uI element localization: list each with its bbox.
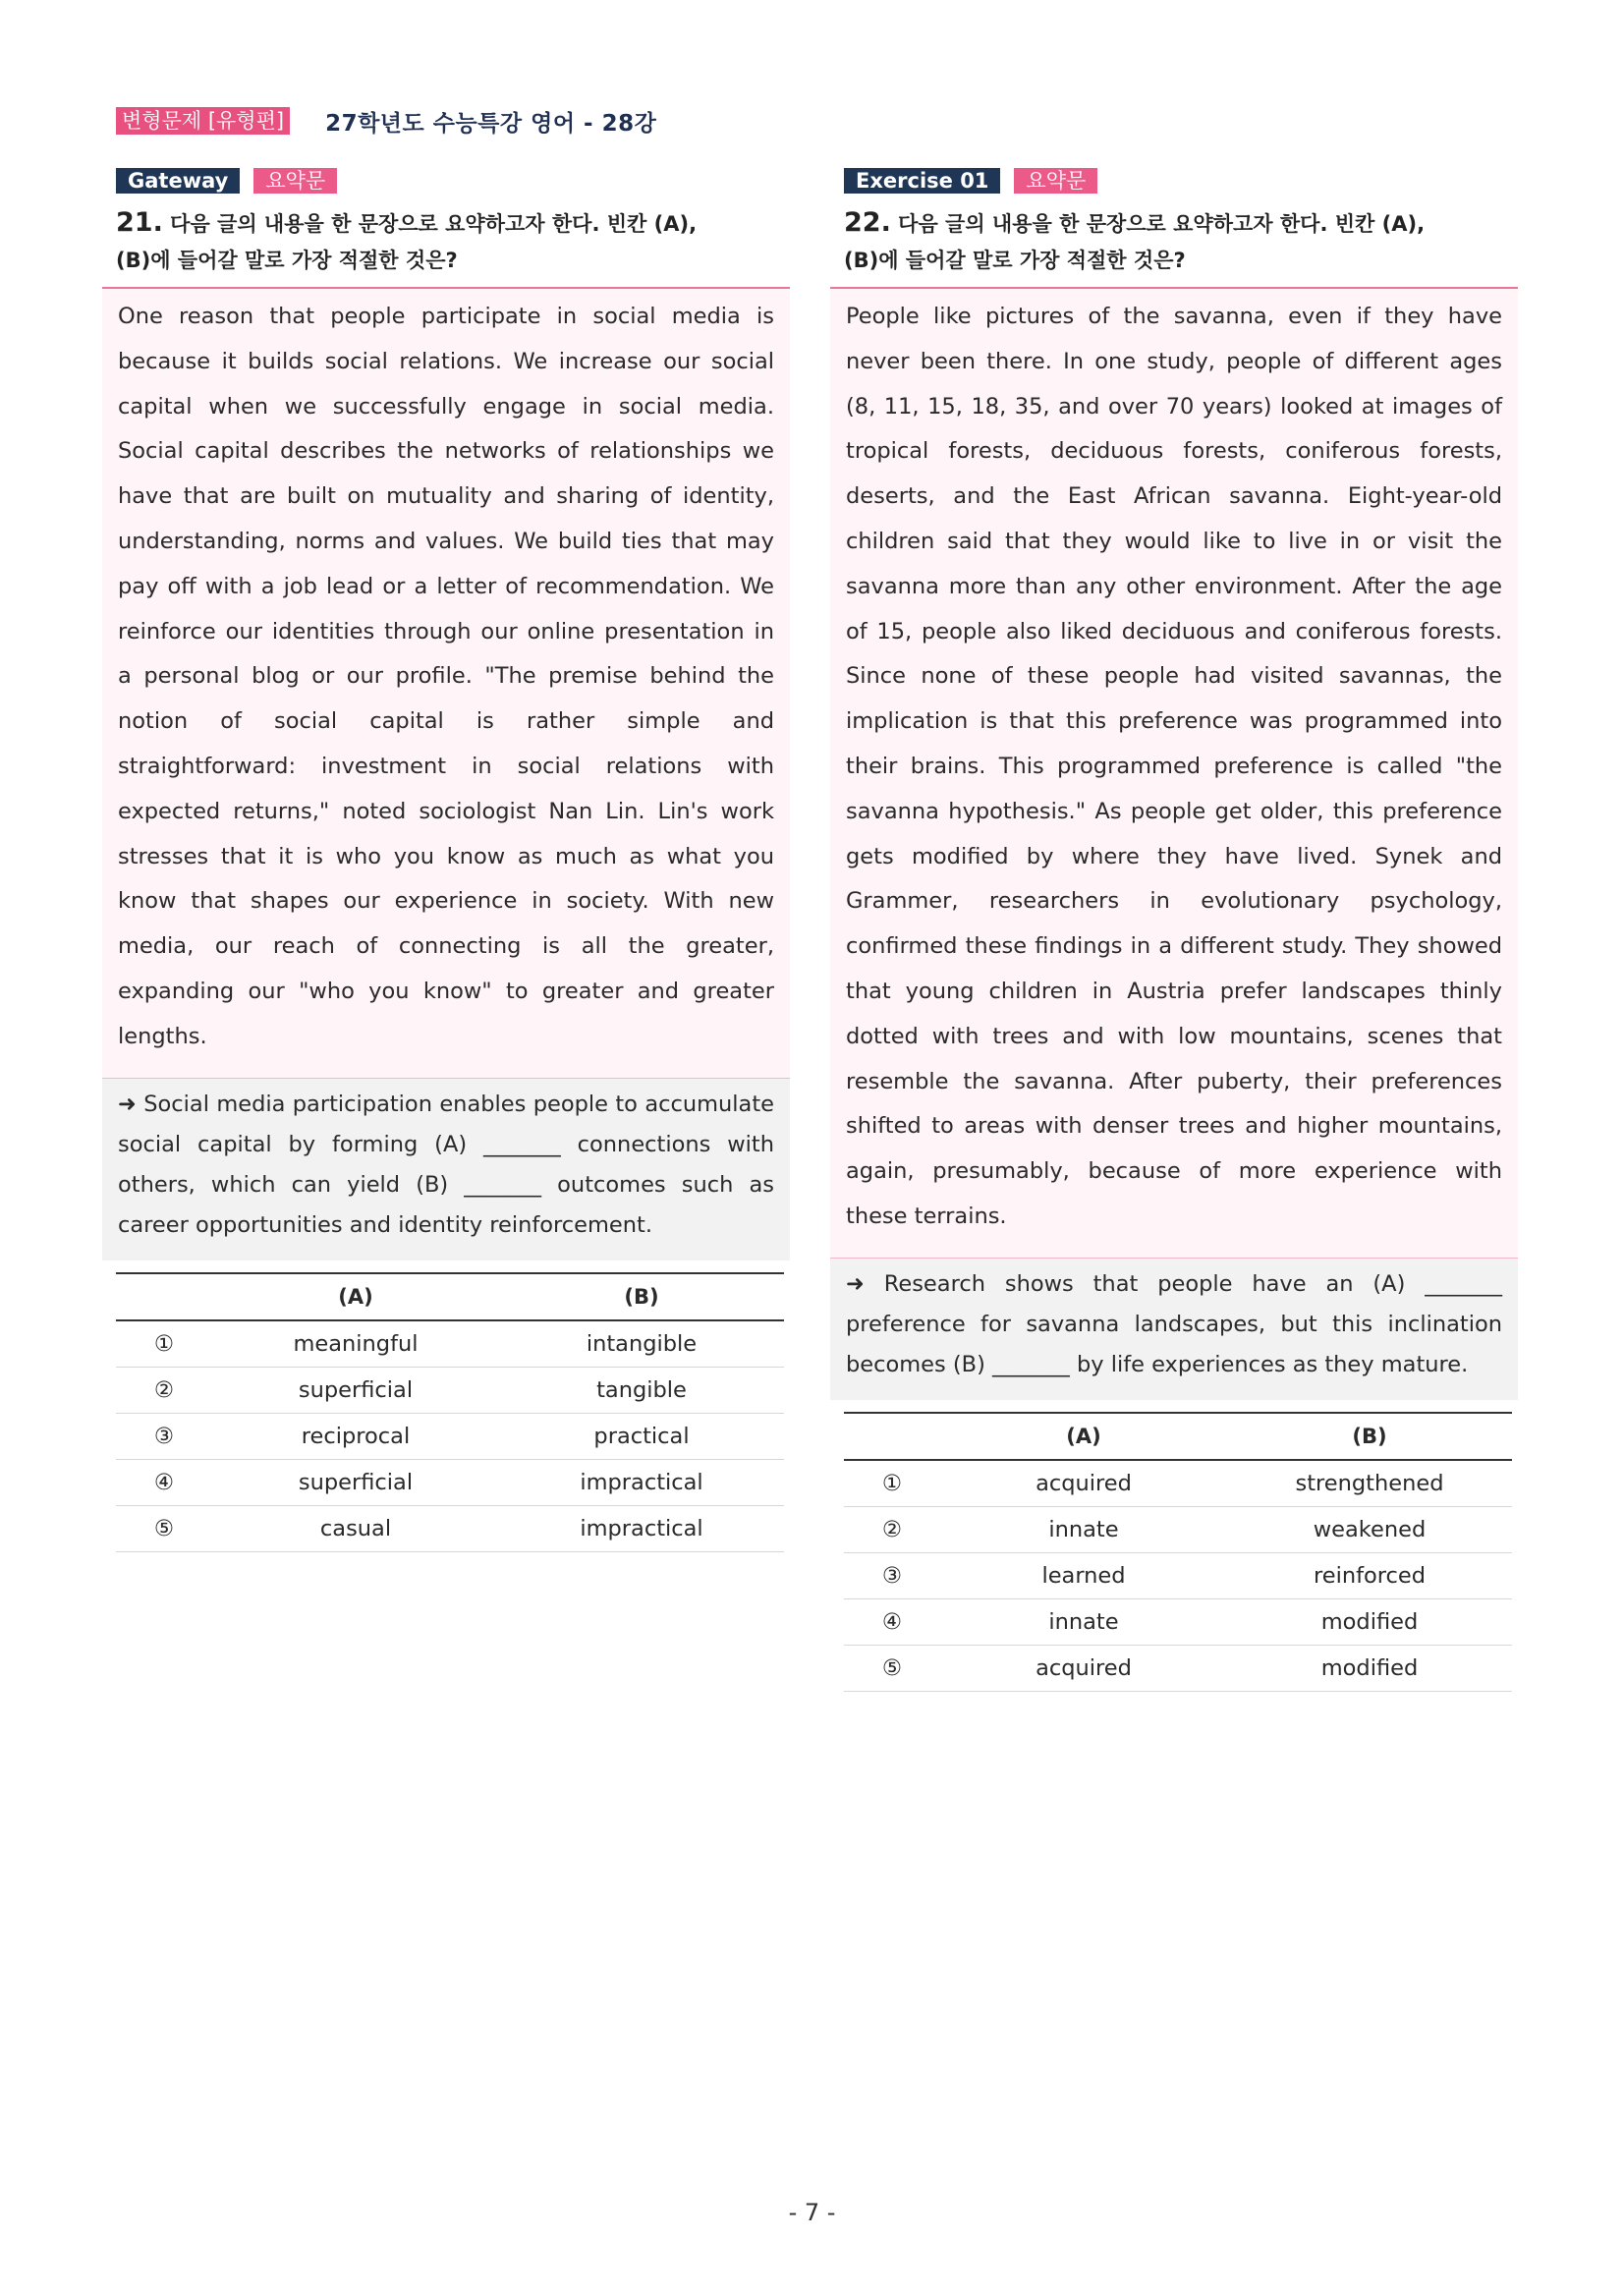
question-22-column — [830, 167, 1518, 1692]
page-number: - 7 - — [788, 2199, 836, 2226]
category-tag: 변형문제 [유형편] — [116, 107, 290, 135]
option-a: acquired — [940, 1645, 1227, 1691]
option-number: ⑤ — [844, 1645, 940, 1691]
table-header-b: (B) — [499, 1273, 784, 1320]
answer-option-row[interactable] — [844, 1645, 1512, 1691]
option-a: superficial — [212, 1459, 499, 1505]
option-a: learned — [940, 1552, 1227, 1598]
section-badges — [102, 167, 790, 195]
reading-passage: People like pictures of the savanna, even if they have never been there. In one study, people of different ages (8, 11, 15, 18, 35, and over 70 years) looked at images of tropical forests, deciduous forests, coniferous forests, deserts, and the East African savanna. Eight-year-old children said that they would like to live in or visit the savanna more than any other environment. After the age of 15, people also liked deciduous and coniferous forests. Since none of these people had visited savannas, the implication is that this preference was programmed into their brains. This programmed preference is called "the savanna hypothesis." As people get older, this preference gets modified by where they have lived. Synek and Grammer, researchers in evolutionary psychology, confirmed these findings in a different study. They showed that young children in Austria prefer landscapes thinly dotted with trees and with low mountains, scenes that resemble the savanna. After puberty, their preferences shifted to areas with denser trees and higher mountains, again, presumably, because of more experience with these terrains. — [830, 287, 1518, 1259]
table-header-a: (A) — [212, 1273, 499, 1320]
option-b: strengthened — [1227, 1460, 1512, 1507]
answer-options-table — [116, 1272, 784, 1552]
option-b: impractical — [499, 1505, 784, 1551]
question-21-column — [102, 167, 790, 1552]
question-text-line2: (B)에 들어갈 말로 가장 적절한 것은? — [844, 249, 1186, 272]
option-b: tangible — [499, 1367, 784, 1413]
table-header-num — [116, 1273, 212, 1320]
option-b: weakened — [1227, 1506, 1512, 1552]
option-number: ③ — [116, 1413, 212, 1459]
option-number: ② — [116, 1367, 212, 1413]
option-a: superficial — [212, 1367, 499, 1413]
option-b: reinforced — [1227, 1552, 1512, 1598]
option-a: meaningful — [212, 1320, 499, 1368]
option-b: modified — [1227, 1598, 1512, 1645]
answer-option-row[interactable] — [844, 1460, 1512, 1507]
option-number: ① — [116, 1320, 212, 1368]
option-number: ① — [844, 1460, 940, 1507]
option-a: innate — [940, 1598, 1227, 1645]
answer-option-row[interactable] — [116, 1459, 784, 1505]
table-header-a: (A) — [940, 1413, 1227, 1460]
option-a: casual — [212, 1505, 499, 1551]
option-b: practical — [499, 1413, 784, 1459]
table-header-b: (B) — [1227, 1413, 1512, 1460]
question-text-line1: 다음 글의 내용을 한 문장으로 요약하고자 한다. 빈칸 (A), — [170, 212, 698, 236]
option-b: modified — [1227, 1645, 1512, 1691]
question-prompt — [102, 204, 790, 279]
option-number: ⑤ — [116, 1505, 212, 1551]
option-number: ② — [844, 1506, 940, 1552]
question-text-line2: (B)에 들어갈 말로 가장 적절한 것은? — [116, 249, 458, 272]
answer-option-row[interactable] — [844, 1552, 1512, 1598]
question-number: 22. — [844, 207, 891, 238]
option-b: impractical — [499, 1459, 784, 1505]
question-number: 21. — [116, 207, 163, 238]
page-header — [116, 106, 656, 136]
answer-option-row[interactable] — [844, 1598, 1512, 1645]
table-header-num — [844, 1413, 940, 1460]
type-badge: 요약문 — [253, 168, 337, 194]
question-text-line1: 다음 글의 내용을 한 문장으로 요약하고자 한다. 빈칸 (A), — [898, 212, 1426, 236]
question-prompt — [830, 204, 1518, 279]
table-header-row — [116, 1273, 784, 1320]
section-badge: Gateway — [116, 168, 240, 194]
option-a: reciprocal — [212, 1413, 499, 1459]
option-number: ④ — [844, 1598, 940, 1645]
type-badge: 요약문 — [1014, 168, 1097, 194]
answer-option-row[interactable] — [116, 1413, 784, 1459]
summary-sentence: ➜ Social media participation enables people to accumulate social capital by forming (A) _______ connections with others, which can yield (B) _______ outcomes such as career opportunities and identity reinforcement. — [102, 1079, 790, 1260]
option-a: innate — [940, 1506, 1227, 1552]
option-a: acquired — [940, 1460, 1227, 1507]
table-header-row — [844, 1413, 1512, 1460]
option-number: ④ — [116, 1459, 212, 1505]
summary-sentence: ➜ Research shows that people have an (A) _______ preference for savanna landscapes, but this inclination becomes (B) _______ by life experiences as they mature. — [830, 1259, 1518, 1400]
page-title: 27학년도 수능특강 영어 - 28강 — [325, 110, 657, 137]
answer-option-row[interactable] — [116, 1367, 784, 1413]
option-b: intangible — [499, 1320, 784, 1368]
answer-option-row[interactable] — [844, 1506, 1512, 1552]
reading-passage: One reason that people participate in social media is because it builds social relations. We increase our social capital when we successfully engage in social media. Social capital describes the networks of relationships we have that are built on mutuality and sharing of identity, understanding, norms and values. We build ties that may pay off with a job lead or a letter of recommendation. We reinforce our identities through our online presentation in a personal blog or our profile. "The premise behind the notion of social capital is rather simple and straightforward: investment in social relations with expected returns," noted sociologist Nan Lin. Lin's work stresses that it is who you know as much as what you know that shapes our experience in society. With new media, our reach of connecting is all the greater, expanding our "who you know" to greater and greater lengths. — [102, 287, 790, 1079]
answer-option-row[interactable] — [116, 1505, 784, 1551]
section-badge: Exercise 01 — [844, 168, 1000, 194]
section-badges — [830, 167, 1518, 195]
option-number: ③ — [844, 1552, 940, 1598]
answer-options-table — [844, 1412, 1512, 1692]
answer-option-row[interactable] — [116, 1320, 784, 1368]
